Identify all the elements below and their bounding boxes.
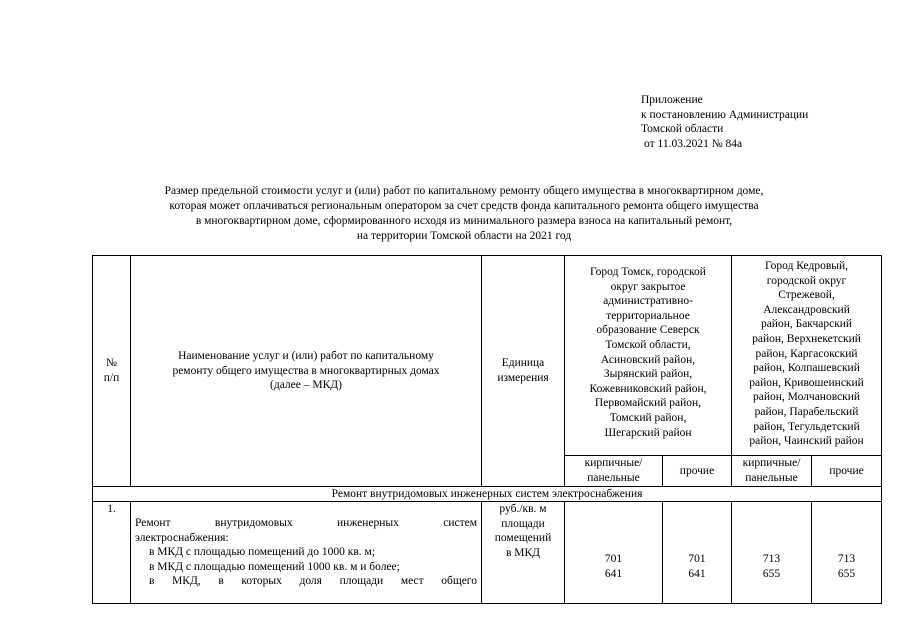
header-region-tomsk xyxy=(565,256,732,456)
unit-line: площади xyxy=(501,517,545,530)
header-unit-line: измерения xyxy=(497,372,549,384)
appendix-line: к постановлению Администрации xyxy=(641,108,809,121)
subheader-brick-line: кирпичные/ xyxy=(584,457,643,470)
title-line: которая может оплачиваться региональным оператором за счет средств фонда капитального ремонта общего имущества xyxy=(169,200,759,212)
section-title: Ремонт внутридомовых инженерных систем электроснабжения xyxy=(93,487,882,502)
title-line: в многоквартирном доме, сформированного исходя из минимального размера взноса на капитальный ремонт, xyxy=(195,215,733,227)
header-num-line: п/п xyxy=(103,372,120,384)
header-name-line: Наименование услуг и (или) работ по капитальному xyxy=(178,350,434,363)
region-line: Шегарский район xyxy=(604,426,692,439)
region-line: район, Тегульдетский xyxy=(753,420,860,433)
value-cell: 701 xyxy=(688,553,706,566)
region-line: образование Северск xyxy=(596,324,700,337)
subheader-brick-line: панельные xyxy=(745,472,798,484)
title-line: на территории Томской области на 2021 год xyxy=(356,230,572,242)
header-unit-line: Единица xyxy=(501,357,545,370)
value-cell: 713 xyxy=(762,553,781,566)
region-line: Город Кедровый, xyxy=(765,260,849,272)
value-cell: 655 xyxy=(837,568,856,580)
header-row xyxy=(93,256,882,456)
value-cell: 641 xyxy=(688,568,706,580)
value-cell: 641 xyxy=(604,568,623,580)
region-line: Первомайский район, xyxy=(594,397,702,410)
region-line: район, Бакчарский xyxy=(760,318,853,331)
region-line: Кожевниковский район, xyxy=(589,382,707,395)
region-line: территориальное xyxy=(606,309,690,322)
subheader-brick-line: кирпичные/ xyxy=(742,457,801,470)
value-cell: 701 xyxy=(604,553,623,566)
appendix-line: Приложение xyxy=(641,94,703,106)
region-line: городской округ xyxy=(766,274,847,287)
header-num xyxy=(93,256,131,487)
subheader-other: прочие xyxy=(812,456,882,487)
region-line: Томский район, xyxy=(609,411,687,424)
table-row xyxy=(93,502,882,604)
region-line: район, Верхнекетский xyxy=(752,332,861,345)
unit-line: помещений xyxy=(494,532,552,545)
header-name xyxy=(131,256,482,487)
region-line: район, Парабельский xyxy=(754,405,859,418)
value-tomsk-other xyxy=(663,502,732,604)
row-description xyxy=(131,502,482,604)
title-line: Размер предельной стоимости услуг и (или) работ по капитальному ремонту общего имущества в многоквартирном доме, xyxy=(164,185,764,197)
value-cell: 713 xyxy=(837,553,856,566)
region-line: Асиновский район, xyxy=(600,353,696,366)
region-line: район, Молчановский xyxy=(752,391,861,404)
desc-line: Ремонт внутридомовых инженерных систем xyxy=(135,517,477,530)
region-line: район, Колпашевский xyxy=(753,362,860,375)
region-line: Зырянский район, xyxy=(603,368,693,381)
unit-line: в МКД xyxy=(505,546,541,559)
section-row xyxy=(93,487,882,502)
region-tomsk-text xyxy=(568,259,728,440)
document-title xyxy=(92,184,836,244)
desc-line: в МКД, в которых доля площади мест общего xyxy=(149,575,477,588)
region-line: район, Кривошеинский xyxy=(749,376,864,389)
unit-line: руб./кв. м xyxy=(499,503,547,515)
value-kedrovy-other xyxy=(812,502,882,604)
subheader-brick-line: панельные xyxy=(587,472,640,484)
header-unit xyxy=(482,256,565,487)
region-line: округ закрытое xyxy=(610,280,686,293)
appendix-block xyxy=(641,93,808,151)
region-line: Город Томск, городской xyxy=(590,266,706,278)
subheader-brick xyxy=(732,456,812,487)
region-line: Томской области, xyxy=(605,338,691,351)
appendix-line: от 11.03.2021 № 84а xyxy=(644,137,743,150)
header-name-line: ремонту общего имущества в многоквартирных домах xyxy=(172,364,440,377)
value-cell: 655 xyxy=(762,568,781,580)
header-num-line: № xyxy=(106,357,117,370)
region-line: район, Каргасокский xyxy=(755,347,858,360)
region-line: район, Чаинский район xyxy=(749,435,864,448)
header-name-line: (далее – МКД) xyxy=(270,379,342,392)
region-line: Стрежевой, xyxy=(778,289,835,302)
header-region-kedrovy xyxy=(732,256,882,456)
region-kedrovy-text xyxy=(735,259,878,449)
value-kedrovy-brick xyxy=(732,502,812,604)
region-line: административно- xyxy=(603,295,693,308)
cost-table xyxy=(92,255,882,604)
desc-line: в МКД с площадью помещений 1000 кв. м и более; xyxy=(149,560,400,573)
value-tomsk-brick xyxy=(565,502,663,604)
desc-line: электроснабжения: xyxy=(135,531,229,544)
subheader-other: прочие xyxy=(663,456,732,487)
region-line: Александровский xyxy=(763,303,850,316)
desc-line: в МКД с площадью помещений до 1000 кв. м; xyxy=(149,546,376,559)
appendix-line: Томской области xyxy=(641,123,724,136)
row-unit xyxy=(482,502,565,604)
row-num: 1. xyxy=(93,502,131,604)
subheader-brick xyxy=(565,456,663,487)
